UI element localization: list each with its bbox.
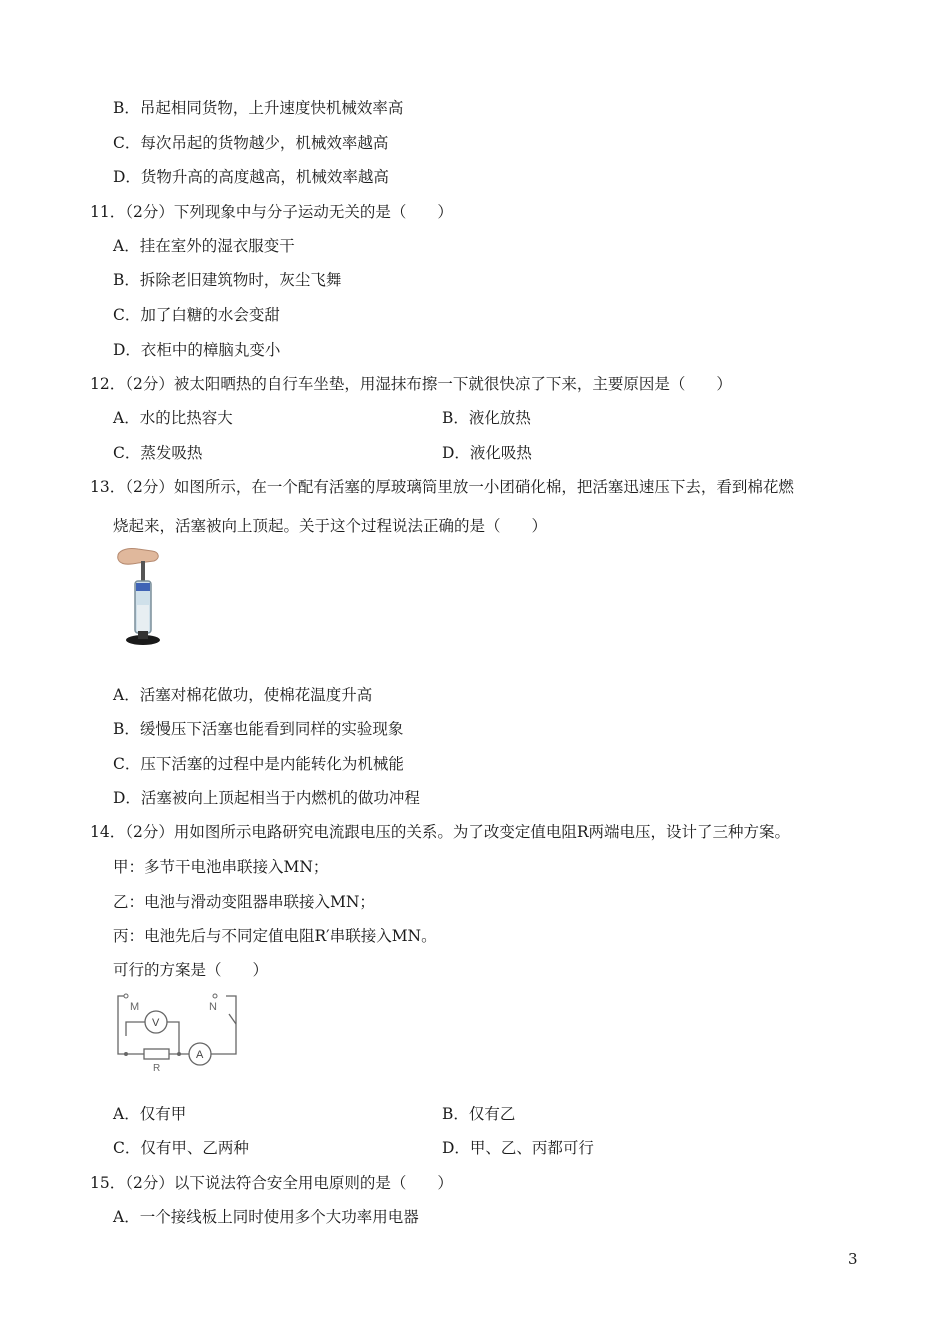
q13-option-b: B．缓慢压下活塞也能看到同样的实验现象: [113, 720, 404, 738]
piston-cylinder-figure: [108, 545, 178, 655]
q14-plan-bing: 丙：电池先后与不同定值电阻R′串联接入MN。: [113, 927, 437, 945]
q14-option-a: A．仅有甲: [113, 1105, 187, 1123]
q14-option-c: C．仅有甲、乙两种: [113, 1139, 249, 1157]
q14-stem: 14．（2分）用如图所示电路研究电流跟电压的关系。为了改变定值电阻R两端电压，设计了三种方案。: [90, 823, 791, 841]
q11-option-b: B．拆除老旧建筑物时，灰尘飞舞: [113, 271, 342, 289]
q14-plan-jia: 甲：多节干电池串联接入MN；: [113, 858, 329, 876]
q11-stem: 11．（2分）下列现象中与分子运动无关的是（ ）: [90, 203, 453, 221]
voltmeter-label: V: [152, 1017, 160, 1029]
q10-option-d: D．货物升高的高度越高，机械效率越高: [113, 168, 389, 186]
q13-option-c: C．压下活塞的过程中是内能转化为机械能: [113, 755, 404, 773]
circuit-diagram: [112, 992, 247, 1074]
q12-option-b: B．液化放热: [442, 409, 531, 427]
terminal-n-label: N: [209, 1001, 217, 1013]
ammeter-label: A: [196, 1049, 204, 1061]
q12-option-a: A．水的比热容大: [113, 409, 233, 427]
q14-ask: 可行的方案是（ ）: [113, 961, 269, 979]
q12-stem: 12．（2分）被太阳晒热的自行车坐垫，用湿抹布擦一下就很快凉了下来，主要原因是（ ）: [90, 375, 732, 393]
q13-option-d: D．活塞被向上顶起相当于内燃机的做功冲程: [113, 789, 420, 807]
terminal-m-label: M: [130, 1001, 140, 1013]
q11-option-d: D．衣柜中的樟脑丸变小: [113, 341, 281, 359]
q11-option-c: C．加了白糖的水会变甜: [113, 306, 280, 324]
q14-option-b: B．仅有乙: [442, 1105, 516, 1123]
q12-option-d: D．液化吸热: [442, 444, 532, 462]
q12-option-c: C．蒸发吸热: [113, 444, 203, 462]
q11-option-a: A．挂在室外的湿衣服变干: [113, 237, 295, 255]
resistor-label: R: [153, 1063, 161, 1074]
q10-option-b: B．吊起相同货物，上升速度快机械效率高: [113, 99, 404, 117]
q15-stem: 15．（2分）以下说法符合安全用电原则的是（ ）: [90, 1174, 453, 1192]
q13-option-a: A．活塞对棉花做功，使棉花温度升高: [113, 686, 373, 704]
q13-stem-line1: 13．（2分）如图所示，在一个配有活塞的厚玻璃筒里放一小团硝化棉，把活塞迅速压下去，看到棉花燃: [90, 478, 794, 496]
q14-option-d: D．甲、乙、丙都可行: [442, 1139, 594, 1157]
q15-option-a: A．一个接线板上同时使用多个大功率用电器: [113, 1208, 419, 1226]
q14-plan-yi: 乙：电池与滑动变阻器串联接入MN；: [113, 893, 375, 911]
page-number: 3: [848, 1250, 858, 1268]
q13-stem-line2: 烧起来，活塞被向上顶起。关于这个过程说法正确的是（ ）: [113, 517, 548, 535]
q10-option-c: C．每次吊起的货物越少，机械效率越高: [113, 134, 389, 152]
